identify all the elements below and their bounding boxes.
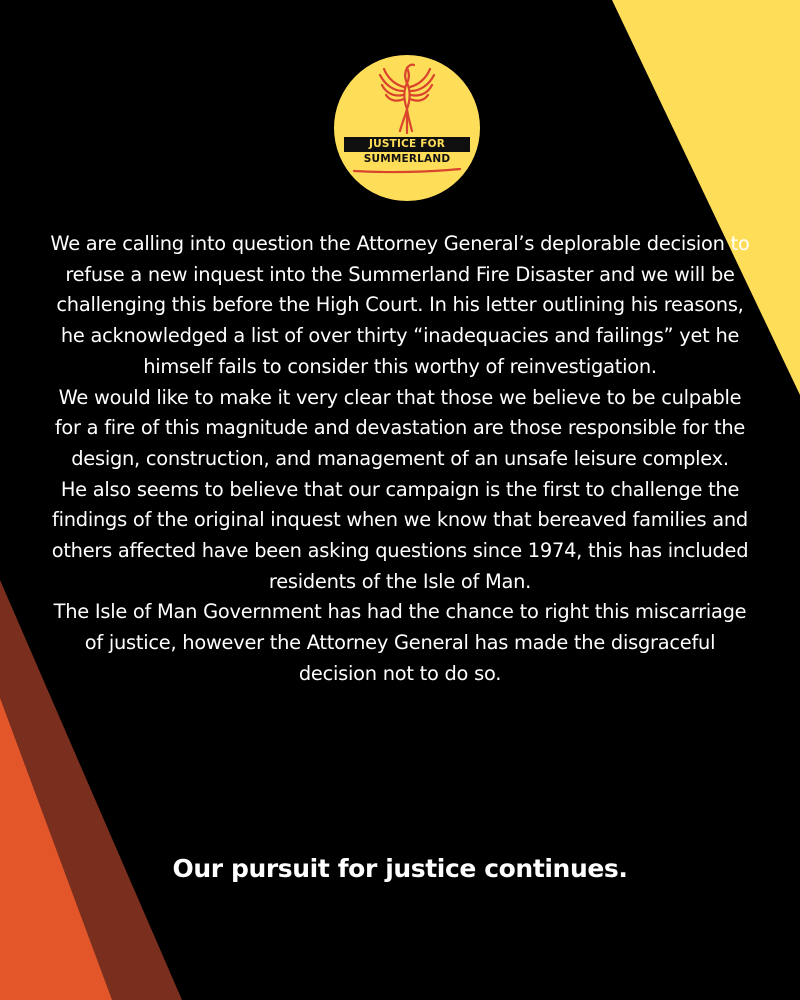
justice-for-summerland-logo [334,55,480,201]
logo-underline-swoosh [350,167,464,175]
statement-paragraph-2: We would like to make it very clear that those we believe to be culpable for a fire of this magnitude and devastation are those responsible for the design, construction, and management of an unsafe leisure complex. [54,385,746,470]
statement-body [50,229,750,690]
statement-paragraph-4: The Isle of Man Government has had the chance to right this miscarriage of justice, however the Attorney General has made the disgraceful decision not to do so. [53,600,747,685]
logo-line-justice-for: JUSTICE FOR [344,137,470,152]
logo-wordmark [344,137,470,167]
logo-line-summerland: SUMMERLAND [363,153,451,165]
phoenix-icon [374,61,440,135]
statement-paragraph-1: We are calling into question the Attorney General’s deplorable decision to refuse a new inquest into the Summerland Fire Disaster and we will be challenging this before the High Court. In his letter outlining his reasons, he acknowledged a list of over thirty “inadequacies and failings” yet he himself fails to consider this worthy of reinvestigation. [50,232,750,378]
statement-paragraph-3: He also seems to believe that our campaign is the first to challenge the findings of the original inquest when we know that bereaved families and others affected have been asking questions since 1974, this has included residents of the Isle of Man. [51,477,749,593]
closing-statement: Our pursuit for justice continues. [172,854,628,883]
